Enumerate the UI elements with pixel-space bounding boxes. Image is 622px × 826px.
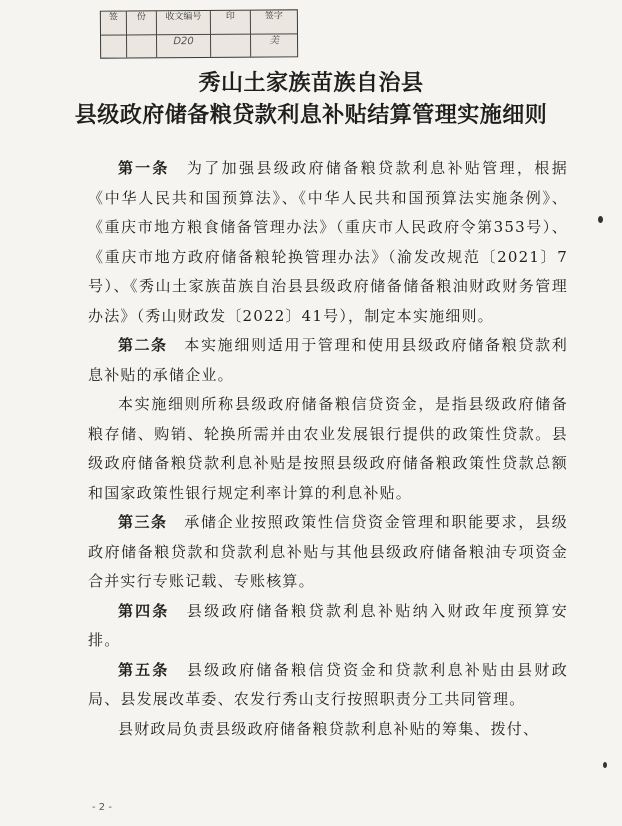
stamp-cell: 印: [211, 11, 251, 35]
stamp-cell: [101, 36, 127, 58]
stamp-row-1: [101, 10, 297, 35]
stamp-cell: 签字: [251, 10, 297, 34]
article-text: 县财政局负责县级政府储备粮贷款利息补贴的筹集、拨付、: [118, 719, 540, 738]
stamp-cell: 签: [101, 12, 127, 36]
stamp-row-2: [101, 34, 297, 57]
article-2-paragraph: [88, 390, 568, 508]
document-title-line-2: 县级政府储备粮贷款利息补贴结算管理实施细则: [74, 103, 548, 128]
stamp-cell: 美: [269, 35, 280, 47]
article-heading: 第五条: [118, 660, 170, 679]
article-3: [88, 508, 568, 597]
article-heading: 第一条: [118, 159, 170, 177]
stamp-cell: D20: [157, 35, 211, 57]
article-text: 本实施细则适用于管理和使用县级政府储备粮贷款利息补贴的承储企业。: [88, 336, 568, 384]
stamp-cell: 份: [127, 11, 157, 35]
article-2: [88, 331, 568, 390]
article-5-paragraph: [88, 715, 568, 745]
scan-speck: [598, 216, 603, 223]
page-number: - 2 -: [92, 802, 112, 813]
article-heading: 第四条: [118, 601, 170, 620]
scan-speck: [603, 762, 607, 768]
article-heading: 第三条: [118, 513, 168, 531]
article-text: 为了加强县级政府储备粮贷款利息补贴管理，根据《中华人民共和国预算法》、《中华人民共和国预算法实施条例》、《重庆市地方粮食储备管理办法》（重庆市人民政府令第353号）、《重庆市地方政府储备粮轮换管理办法》（渝发改规范〔2021〕7号）、《秀山土家族苗族自治县县级政府储备储备粮油财政财务管理办法》（秀山财政发〔2022〕41号），制定本实施细则。: [88, 159, 568, 325]
receipt-stamp: [100, 9, 298, 58]
article-text: 本实施细则所称县级政府储备粮信贷资金，是指县级政府储备粮存储、购销、轮换所需并由农业发展银行提供的政策性贷款。县级政府储备粮贷款利息补贴是按照县级政府储备粮政策性贷款总额和国家政策性银行规定利率计算的利息补贴。: [88, 395, 568, 502]
article-4: [88, 597, 568, 656]
stamp-cell: [127, 35, 157, 57]
article-text: 县级政府储备粮贷款利息补贴纳入财政年度预算安排。: [88, 601, 568, 649]
stamp-cell: 收文编号: [157, 11, 211, 35]
document-body: [88, 154, 568, 744]
article-5: [88, 656, 568, 715]
document-title-line-1: 秀山土家族苗族自治县: [198, 71, 424, 96]
article-1: [88, 154, 568, 331]
article-text: 承储企业按照政策性信贷资金管理和职能要求，县级政府储备粮贷款和贷款利息补贴与其他县级政府储备粮油专项资金合并实行专账记载、专账核算。: [88, 513, 568, 590]
article-text: 县级政府储备粮信贷资金和贷款利息补贴由县财政局、县发展改革委、农发行秀山支行按照职责分工共同管理。: [88, 660, 568, 708]
stamp-cell: [211, 35, 251, 57]
article-heading: 第二条: [118, 336, 168, 354]
